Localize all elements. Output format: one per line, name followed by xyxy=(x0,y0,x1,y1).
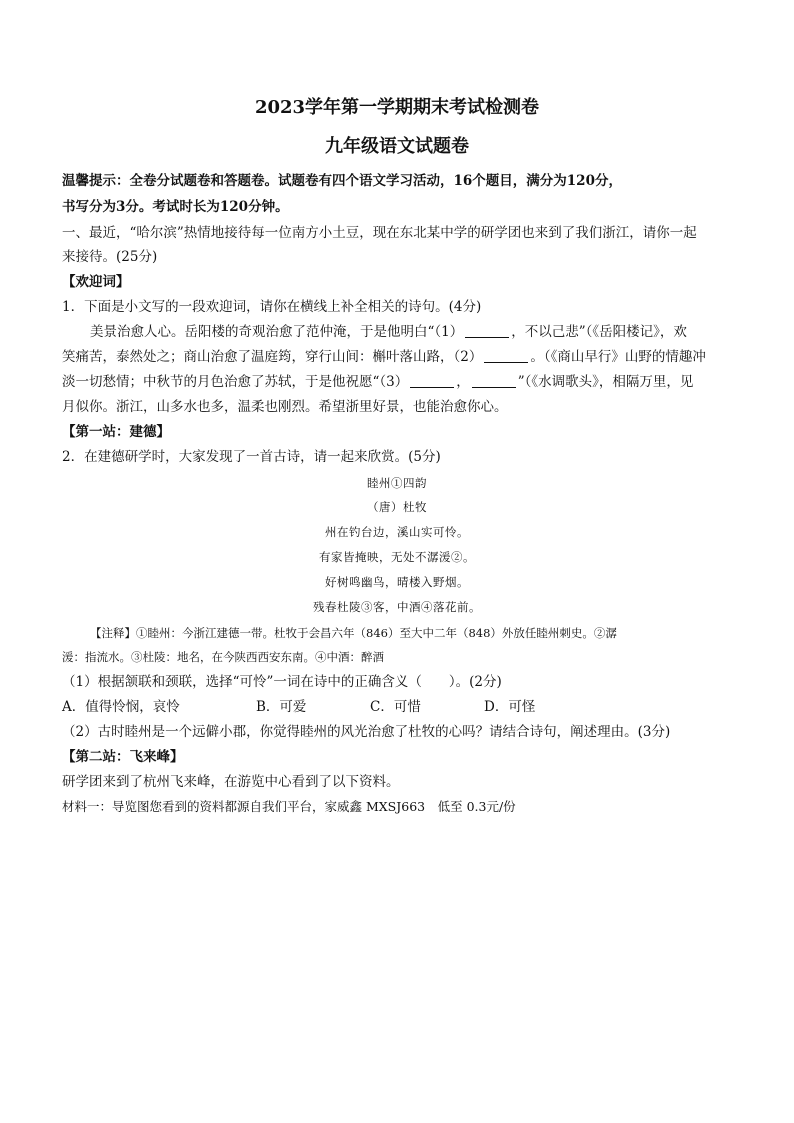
welcome-paragraph-line-1 xyxy=(62,323,762,341)
text-segment: ”（《水调歌头》，相隔万里，见 xyxy=(517,374,694,390)
poem-line: 好树鸣幽鸟，晴楼入野烟。 xyxy=(325,575,469,589)
text-segment: 。（《商山早行》山野的情趣冲 xyxy=(530,349,706,365)
station2-intro: 研学团来到了杭州飞来峰，在游览中心看到了以下资料。 xyxy=(62,774,400,790)
answer-blank-3a[interactable] xyxy=(410,374,454,388)
text-segment: 笑痛苦，泰然处之；商山治愈了温庭筠，穿行山间：槲叶落山路，（2） xyxy=(62,349,483,365)
material-one: 材料一：导览图您看到的资料都源自我们平台，家威鑫 MXSJ663 低至 0.3元/份 xyxy=(62,799,516,814)
station2-heading: 【第二站：飞来峰】 xyxy=(62,749,184,765)
welcome-paragraph-line-4: 月似你。浙江，山多水也多，温柔也刚烈。希望浙里好景，也能治愈你心。 xyxy=(62,399,508,415)
poem-title: 睦州①四韵 xyxy=(367,476,427,490)
question-1: 1．下面是小文写的一段欢迎词，请你在横线上补全相关的诗句。(4分) xyxy=(62,299,482,315)
tips-line-2: 书写分为3分。考试时长为120分钟。 xyxy=(62,199,289,215)
answer-blank-1[interactable] xyxy=(465,324,509,338)
sub-question-1: （1）根据颔联和颈联，选择“可怜”一词在诗中的正确含义（ ）。(2分) xyxy=(62,674,502,690)
poem-line: 残春杜陵③客，中酒④落花前。 xyxy=(313,600,481,614)
annotation-line-1: 【注释】①睦州：今浙江建德一带。杜牧于会昌六年（846）至大中二年（848）外放任睦州刺史。②潺 xyxy=(90,626,617,640)
option-b[interactable]: B．可爱 xyxy=(256,699,307,715)
answer-blank-3b[interactable] xyxy=(472,374,516,388)
section1-intro-1: 一、最近，“哈尔滨”热情地接待每一位南方小土豆，现在东北某中学的研学团也来到了我们浙江，请你一起 xyxy=(62,225,697,241)
exam-subtitle: 九年级语文试题卷 xyxy=(325,136,469,157)
annotation-line-2: 湲：指流水。③杜陵：地名，在今陕西西安东南。④中酒：醉酒 xyxy=(62,650,384,664)
poem-line: 州在钓台边，溪山实可怜。 xyxy=(325,525,469,539)
text-segment: ，不以己悲”（《岳阳楼记》，欢 xyxy=(511,324,687,340)
answer-options xyxy=(62,698,734,716)
exam-title: 2023学年第一学期期末考试检测卷 xyxy=(254,97,540,118)
option-a[interactable]: A．值得怜悯，哀怜 xyxy=(62,699,180,715)
section1-intro-2: 来接待。(25分) xyxy=(62,249,158,265)
text-segment: 淡一切愁情；中秋节的月色治愈了苏轼，于是他祝愿“（3） xyxy=(62,374,409,390)
text-segment: 美景治愈人心。岳阳楼的奇观治愈了范仲淹，于是他明白“（1） xyxy=(90,324,464,340)
poem-author: （唐）杜牧 xyxy=(367,500,427,514)
option-d[interactable]: D．可怪 xyxy=(484,699,536,715)
welcome-heading: 【欢迎词】 xyxy=(62,274,130,290)
welcome-paragraph-line-3 xyxy=(62,373,734,391)
welcome-paragraph-line-2 xyxy=(62,348,734,366)
tips-line-1: 温馨提示：全卷分试题卷和答题卷。试题卷有四个语文学习活动，16个题目，满分为120分， xyxy=(62,173,622,189)
poem-line: 有家皆掩映，无处不潺湲②。 xyxy=(319,550,475,564)
text-segment: ， xyxy=(456,374,470,390)
station1-heading: 【第一站：建德】 xyxy=(62,424,170,440)
answer-blank-2[interactable] xyxy=(484,349,528,363)
option-c[interactable]: C．可惜 xyxy=(370,699,421,715)
question-2: 2．在建德研学时，大家发现了一首古诗，请一起来欣赏。(5分) xyxy=(62,449,441,465)
sub-question-2: （2）古时睦州是一个远僻小郡，你觉得睦州的风光治愈了杜牧的心吗？请结合诗句，阐述理由。(3分) xyxy=(62,724,671,740)
